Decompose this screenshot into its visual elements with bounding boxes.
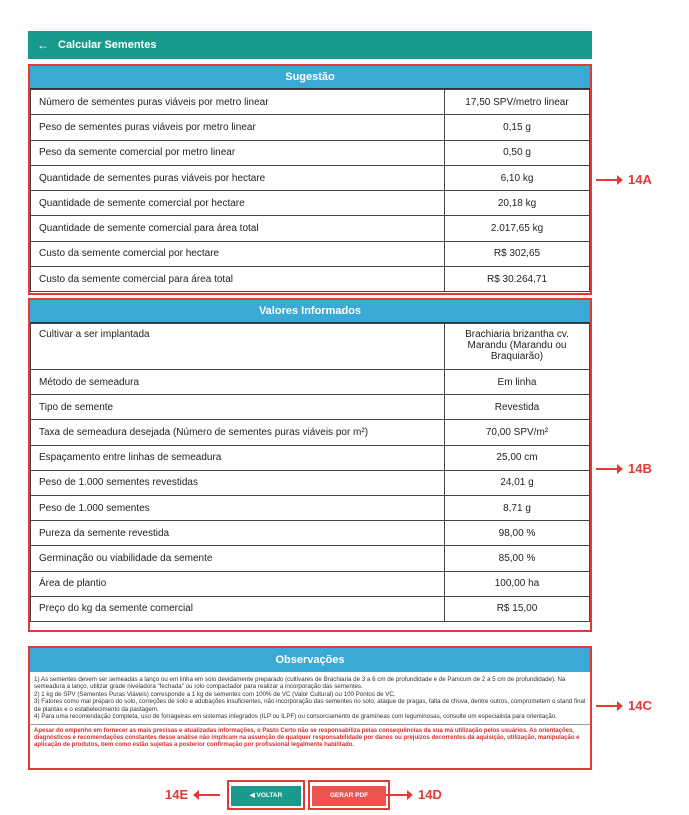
observacao-item: 2) 1 kg de SPV (Sementes Puras Viáveis) corresponde a 1 kg de sementes com 100% de VC (Valor Cultural) ou 100 Pontos de VC. xyxy=(34,690,396,698)
row-label: Tipo de semente xyxy=(31,395,445,420)
pdf-button-frame xyxy=(308,780,390,810)
row-value: 70,00 SPV/m² xyxy=(445,420,590,445)
sugestao-section xyxy=(28,64,592,295)
table-row xyxy=(31,216,590,241)
arrow-left-icon[interactable]: ← xyxy=(37,38,49,52)
observacoes-title: Observações xyxy=(30,648,590,672)
table-row xyxy=(31,140,590,165)
callout-14c: 14C xyxy=(596,698,652,713)
table-row xyxy=(31,324,590,370)
table-row xyxy=(31,495,590,520)
observacao-item: 1) As sementes devem ser semeadas a lanço ou em linha em solo devidamente preparado (cultivares de Brachiaria de 3 a 6 cm de profundidade e de Panicum de 2 a 5 cm de profundidade). Na semeadura a lanço, utilizar grade niveladora "fechada" ou rolo compactador para realizar a incorporação das sementes. xyxy=(34,676,566,691)
row-label: Método de semeadura xyxy=(31,370,445,395)
observacoes-section xyxy=(28,646,592,770)
callout-14d: 14D xyxy=(386,787,442,802)
row-value: 17,50 SPV/metro linear xyxy=(445,90,590,115)
observacao-item: 4) Para uma recomendação completa, uso de forrageiras em sistemas integrados (ILP ou ILPF) ou consorciamento de gramíneas com leguminosas, consulte um especialista para orientação. xyxy=(34,713,557,721)
row-label: Preço do kg da semente comercial xyxy=(31,596,445,621)
callout-14b: 14B xyxy=(596,461,652,476)
table-row xyxy=(31,90,590,115)
table-row xyxy=(31,370,590,395)
row-label: Peso de 1.000 sementes xyxy=(31,495,445,520)
table-row xyxy=(31,445,590,470)
table-row xyxy=(31,191,590,216)
table-row xyxy=(31,395,590,420)
table-row xyxy=(31,115,590,140)
observacao-item: 3) Fatores como mal preparo do solo, correções de solo e adubações insuficientes, não incorporação das sementes no solo, ataque de pragas, falta de chuva, dentre outros, comprometem o stand final de plantas e o estabelecimento da pastagem. xyxy=(34,698,586,713)
row-label: Pureza da semente revestida xyxy=(31,521,445,546)
voltar-button[interactable]: ◀ VOLTAR xyxy=(231,786,301,806)
row-value: R$ 302,65 xyxy=(445,241,590,266)
row-value: 2.017,65 kg xyxy=(445,216,590,241)
row-label: Quantidade de semente comercial por hectare xyxy=(31,191,445,216)
row-label: Custo da semente comercial por hectare xyxy=(31,241,445,266)
row-value: 0,50 g xyxy=(445,140,590,165)
table-row xyxy=(31,165,590,190)
table-row xyxy=(31,470,590,495)
arrow-right-icon xyxy=(386,794,408,796)
disclaimer-text: Apesar do empenho em fornecer as mais precisas e atualizadas informações, o Pasto Certo não se responsabiliza pelas consequências da sua má utilização pelos usuários. As orientações, diagnósticos e recomendações constantes desse análise não implicam na assunção de qualquer responsabilidade por danos ou prejuízos decorrentes da aquisição, utilização, manipulação e aplicação de produtos, bem como estão sujeitas a posterior confirmação por profissional legalmente habilitado. xyxy=(34,728,580,749)
callout-14a: 14A xyxy=(596,172,652,187)
arrow-right-icon xyxy=(596,705,618,707)
voltar-button-frame xyxy=(227,780,305,810)
table-row xyxy=(31,571,590,596)
row-value: Revestida xyxy=(445,395,590,420)
row-value: 100,00 ha xyxy=(445,571,590,596)
valores-section xyxy=(28,298,592,632)
valores-table xyxy=(30,323,590,622)
row-value: 0,15 g xyxy=(445,115,590,140)
table-row xyxy=(31,267,590,292)
arrow-right-icon xyxy=(596,179,618,181)
row-value: Em linha xyxy=(445,370,590,395)
row-label: Peso de sementes puras viáveis por metro linear xyxy=(31,115,445,140)
row-value: 20,18 kg xyxy=(445,191,590,216)
row-value: 6,10 kg xyxy=(445,165,590,190)
sugestao-table xyxy=(30,89,590,292)
row-label: Germinação ou viabilidade da semente xyxy=(31,546,445,571)
row-value: 85,00 % xyxy=(445,546,590,571)
row-label: Peso de 1.000 sementes revestidas xyxy=(31,470,445,495)
sugestao-title: Sugestão xyxy=(30,66,590,89)
arrow-right-icon xyxy=(596,468,618,470)
table-row xyxy=(31,420,590,445)
row-label: Quantidade de sementes puras viáveis por hectare xyxy=(31,165,445,190)
row-value: 8,71 g xyxy=(445,495,590,520)
row-value: R$ 15,00 xyxy=(445,596,590,621)
app-title: Calcular Sementes xyxy=(58,39,157,51)
table-row xyxy=(31,596,590,621)
table-row xyxy=(31,546,590,571)
observacoes-list xyxy=(30,672,590,725)
row-value: Brachiaria brizantha cv. Marandu (Marandu ou Braquiarão) xyxy=(445,324,590,370)
row-value: 25,00 cm xyxy=(445,445,590,470)
callout-14e: 14E xyxy=(165,787,220,802)
row-label: Quantidade de semente comercial para área total xyxy=(31,216,445,241)
app-bar xyxy=(28,31,592,59)
row-label: Cultivar a ser implantada xyxy=(31,324,445,370)
table-row xyxy=(31,521,590,546)
row-label: Número de sementes puras viáveis por metro linear xyxy=(31,90,445,115)
arrow-left-icon xyxy=(198,794,220,796)
valores-title: Valores Informados xyxy=(30,300,590,323)
table-row xyxy=(31,241,590,266)
row-label: Espaçamento entre linhas de semeadura xyxy=(31,445,445,470)
gerar-pdf-button[interactable]: GERAR PDF xyxy=(312,786,386,806)
row-label: Custo da semente comercial para área total xyxy=(31,267,445,292)
row-value: 24,01 g xyxy=(445,470,590,495)
row-label: Peso da semente comercial por metro linear xyxy=(31,140,445,165)
row-value: 98,00 % xyxy=(445,521,590,546)
row-value: R$ 30.264,71 xyxy=(445,267,590,292)
row-label: Área de plantio xyxy=(31,571,445,596)
row-label: Taxa de semeadura desejada (Número de sementes puras viáveis por m²) xyxy=(31,420,445,445)
